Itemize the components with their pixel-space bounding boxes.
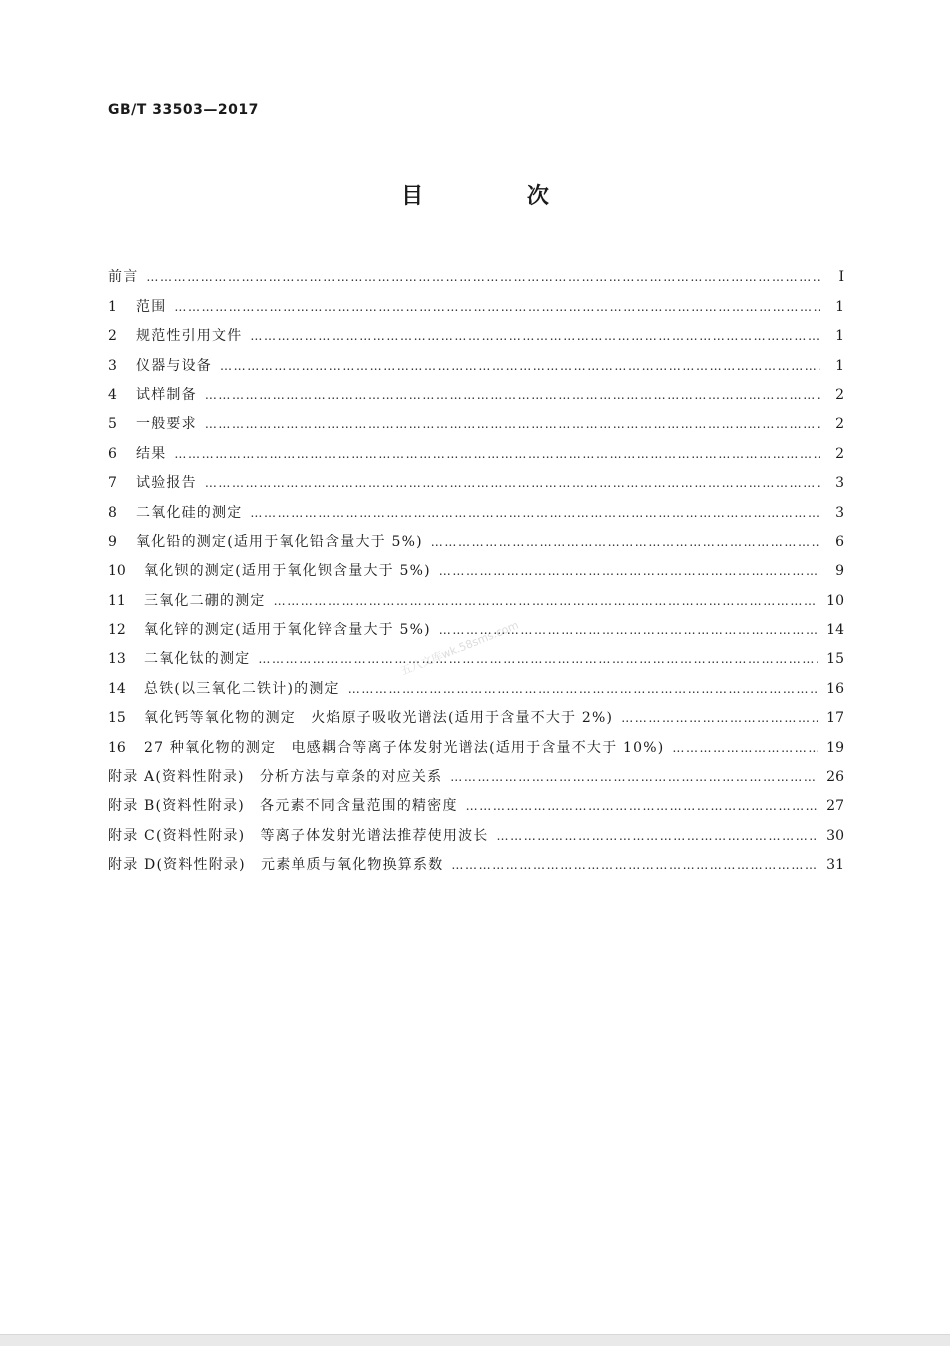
toc-entry-title: 二氧化硅的测定 [136, 504, 243, 521]
toc-entry-page: 10 [826, 592, 844, 609]
toc-entry-title: 27 种氧化物的测定 电感耦合等离子体发射光谱法(适用于含量不大于 10%) [144, 739, 665, 756]
toc-leader-dots [450, 767, 818, 787]
toc-entry-page: 3 [835, 475, 844, 492]
toc-entry-page: 9 [835, 563, 844, 580]
toc-entry-number: 2 [108, 328, 117, 345]
toc-entry-number: 16 [108, 739, 126, 756]
toc-entry-page: 16 [826, 680, 844, 697]
toc-entry[interactable] [108, 846, 844, 875]
toc-entry-title: 附录 A(资料性附录) 分析方法与章条的对应关系 [108, 769, 443, 786]
toc-entry-page: 2 [835, 386, 844, 403]
toc-leader-dots [348, 679, 818, 699]
toc-entry-number: 12 [108, 622, 126, 639]
toc-entry-number: 14 [108, 680, 126, 697]
toc-entry-title: 氧化铅的测定(适用于氧化铅含量大于 5%) [136, 533, 423, 550]
toc-entry-number: 5 [108, 416, 117, 433]
toc-entry-title: 规范性引用文件 [136, 328, 243, 345]
toc-entry-page: 1 [835, 328, 844, 345]
toc-entry-page: 27 [826, 798, 844, 815]
toc-entry-page: 26 [826, 769, 844, 786]
toc-leader-dots [497, 826, 819, 846]
toc-entry[interactable] [108, 523, 844, 552]
toc-entry-page: 3 [835, 504, 844, 521]
toc-entry-number: 11 [108, 592, 126, 609]
toc-entry-title: 二氧化钛的测定 [144, 651, 251, 668]
toc-leader-dots [439, 561, 820, 581]
toc-entry-title: 试验报告 [136, 475, 197, 492]
toc-leader-dots [220, 356, 820, 376]
toc-leader-dots [174, 297, 820, 317]
toc-entry[interactable] [108, 287, 844, 316]
toc-entry[interactable] [108, 434, 844, 463]
toc-leader-dots [672, 738, 818, 758]
toc-entry-page: 1 [835, 357, 844, 374]
toc-entry-number: 6 [108, 445, 117, 462]
toc-entry-number: 10 [108, 563, 126, 580]
toc-entry-title: 结果 [136, 445, 167, 462]
toc-leader-dots [466, 796, 819, 816]
toc-entry-page: 31 [826, 857, 844, 874]
toc-leader-dots [451, 855, 818, 875]
toc-entry-number: 3 [108, 357, 117, 374]
toc-entry-title: 仪器与设备 [136, 357, 212, 374]
toc-entry-page: Ⅰ [838, 269, 844, 286]
toc-leader-dots [274, 591, 819, 611]
toc-entry-number: 8 [108, 504, 117, 521]
toc-entry[interactable] [108, 728, 844, 757]
toc-entry-number: 13 [108, 651, 126, 668]
toc-leader-dots [258, 649, 818, 669]
toc-entry[interactable] [108, 376, 844, 405]
toc-entry-page: 30 [826, 827, 844, 844]
toc-entry[interactable] [108, 464, 844, 493]
toc-entry-title: 附录 C(资料性附录) 等离子体发射光谱法推荐使用波长 [108, 827, 489, 844]
toc-title: 目 次 [401, 184, 597, 209]
toc-entry-number: 15 [108, 710, 126, 727]
toc-entry-number: 9 [108, 533, 117, 550]
toc-entry-title: 总铁(以三氧化二铁计)的测定 [144, 680, 340, 697]
toc-leader-dots [205, 473, 820, 493]
toc-entry[interactable] [108, 581, 844, 610]
toc-entry-page: 14 [826, 622, 844, 639]
toc-entry[interactable] [108, 758, 844, 787]
toc-leader-dots [205, 385, 820, 405]
toc-entry-title: 前言 [108, 269, 139, 286]
toc-leader-dots [146, 267, 820, 287]
standard-code: GB/T 33503—2017 [108, 102, 259, 118]
toc-entry[interactable] [108, 493, 844, 522]
toc-entry[interactable] [108, 317, 844, 346]
toc-entry-title: 三氧化二硼的测定 [144, 592, 266, 609]
toc-entry[interactable] [108, 699, 844, 728]
toc-entry-number: 4 [108, 386, 117, 403]
toc-entry-title: 氧化锌的测定(适用于氧化锌含量大于 5%) [144, 622, 431, 639]
toc-entry-number: 1 [108, 298, 117, 315]
toc-entry-title: 附录 D(资料性附录) 元素单质与氧化物换算系数 [108, 857, 444, 874]
toc-entry-number: 7 [108, 475, 117, 492]
toc-entry-title: 附录 B(资料性附录) 各元素不同含量范围的精密度 [108, 798, 458, 815]
toc-entry-page: 2 [835, 416, 844, 433]
toc-entry-page: 17 [826, 710, 844, 727]
toc-entry-page: 19 [826, 739, 844, 756]
toc-entry-title: 氧化钡的测定(适用于氧化钡含量大于 5%) [144, 563, 431, 580]
toc-entry[interactable] [108, 258, 844, 287]
watermark: 五八文库wk.58sms.com [398, 618, 521, 678]
toc-leader-dots [621, 708, 818, 728]
toc-entry-page: 15 [826, 651, 844, 668]
toc-leader-dots [250, 503, 820, 523]
toc-entry[interactable] [108, 346, 844, 375]
toc-entry[interactable] [108, 669, 844, 698]
toc-entry-title: 试样制备 [136, 386, 197, 403]
toc-entry-page: 6 [835, 533, 844, 550]
toc-entry-title: 氧化钙等氧化物的测定 火焰原子吸收光谱法(适用于含量不大于 2%) [144, 710, 614, 727]
toc-entry[interactable] [108, 816, 844, 845]
toc-leader-dots [174, 444, 820, 464]
toc-entry-title: 一般要求 [136, 416, 197, 433]
toc-entry[interactable] [108, 405, 844, 434]
toc-leader-dots [250, 326, 820, 346]
toc-entry-page: 1 [835, 298, 844, 315]
toc-entry[interactable] [108, 787, 844, 816]
table-of-contents [108, 258, 844, 875]
toc-leader-dots [431, 532, 820, 552]
toc-entry[interactable] [108, 552, 844, 581]
page-bottom-edge [0, 1334, 950, 1346]
toc-leader-dots [205, 414, 820, 434]
toc-entry-page: 2 [835, 445, 844, 462]
toc-entry-title: 范围 [136, 298, 167, 315]
